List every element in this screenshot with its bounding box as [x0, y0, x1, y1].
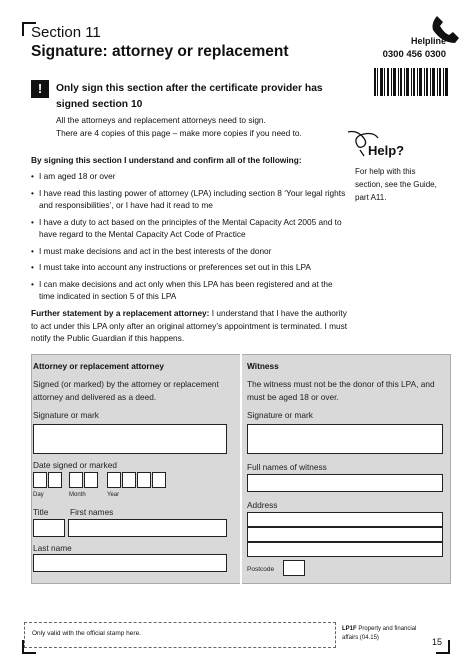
witness-signature-label: Signature or mark [247, 410, 313, 420]
month-label: Month [69, 492, 86, 498]
confirm-list [31, 170, 346, 307]
year-digit-1[interactable] [107, 472, 121, 488]
list-item: • I have read this lasting power of attorney (LPA) including section 8 ‘Your legal rights and responsibilities’, or I have had it read to me [31, 187, 346, 212]
postcode-label: Postcode [247, 566, 275, 573]
list-item: • I must take into account any instructions or preferences set out in this LPA [31, 261, 346, 274]
witness-address-label: Address [247, 500, 278, 510]
date-label: Date signed or marked [33, 460, 117, 470]
form-reference [342, 625, 422, 643]
first-names-label: First names [70, 507, 114, 517]
witness-signature-field[interactable] [247, 424, 443, 454]
page-title: Signature: attorney or replacement [31, 43, 289, 60]
warning-heading: Only sign this section after the certificate provider has signed section 10 [56, 83, 323, 110]
list-item: • I am aged 18 or over [31, 170, 346, 183]
day-digit-2[interactable] [48, 472, 62, 488]
first-names-field[interactable] [68, 519, 227, 537]
warning-icon: ! [31, 80, 49, 98]
witness-text: The witness must not be the donor of this LPA, and must be aged 18 or over. [247, 379, 435, 402]
further-label: Further statement by a replacement attorney: [31, 308, 210, 318]
attorney-signature-field[interactable] [33, 424, 227, 454]
month-digit-2[interactable] [84, 472, 98, 488]
help-title: Help? [368, 143, 405, 158]
attorney-heading: Attorney or replacement attorney [33, 361, 164, 371]
panel-divider [240, 354, 242, 584]
witness-heading: Witness [247, 361, 279, 371]
witness-address-line-1[interactable] [247, 512, 443, 527]
form-code: LP1F [342, 626, 357, 632]
help-text: For help with this section, see the Guide, part A11. [355, 167, 437, 202]
stamp-text: Only valid with the official stamp here. [32, 630, 141, 637]
barcode [374, 68, 448, 96]
helpline [383, 36, 446, 60]
helpline-number: 0300 456 0300 [382, 49, 446, 60]
year-digit-3[interactable] [137, 472, 151, 488]
further-statement [31, 307, 351, 345]
year-digit-2[interactable] [122, 472, 136, 488]
witness-full-names-field[interactable] [247, 474, 443, 492]
month-digit-1[interactable] [69, 472, 83, 488]
attorney-text: Signed (or marked) by the attorney or replacement attorney and delivered as a deed. [33, 379, 219, 402]
day-digit-1[interactable] [33, 472, 47, 488]
witness-address-line-3[interactable] [247, 542, 443, 557]
intro-line: There are 4 copies of this page – make more copies if you need to. [56, 128, 302, 138]
confirm-heading: By signing this section I understand and confirm all of the following: [31, 155, 302, 165]
year-digit-4[interactable] [152, 472, 166, 488]
witness-full-names-label: Full names of witness [247, 462, 327, 472]
form-description: Property and financial affairs (04.15) [342, 626, 417, 641]
attorney-signature-label: Signature or mark [33, 410, 99, 420]
page-number: 15 [432, 637, 443, 647]
day-label: Day [33, 492, 44, 498]
list-item: • I must make decisions and act in the best interests of the donor [31, 245, 346, 258]
intro-line: All the attorneys and replacement attorneys need to sign. [56, 115, 266, 125]
intro-text [56, 114, 302, 140]
postcode-field[interactable] [283, 560, 305, 576]
year-label: Year [107, 492, 120, 498]
last-name-label: Last name [33, 543, 72, 553]
title-label: Title [33, 507, 49, 517]
helpline-label: Helpline [410, 36, 446, 46]
further-text: I understand that I have the authority to act under this LPA only after an original attorney’s appointment is terminated. I must notify the Public Guardian if this happens. [31, 308, 348, 343]
section-number: Section 11 [31, 24, 101, 41]
title-field[interactable] [33, 519, 65, 537]
last-name-field[interactable] [33, 554, 227, 572]
witness-address-line-2[interactable] [247, 527, 443, 542]
list-item: • I have a duty to act based on the principles of the Mental Capacity Act 2005 and to have regard to the Mental Capacity Act Code of Practice [31, 216, 346, 241]
list-item: • I can make decisions and act only when this LPA has been registered and at the time indicated in section 5 of this LPA [31, 278, 346, 303]
